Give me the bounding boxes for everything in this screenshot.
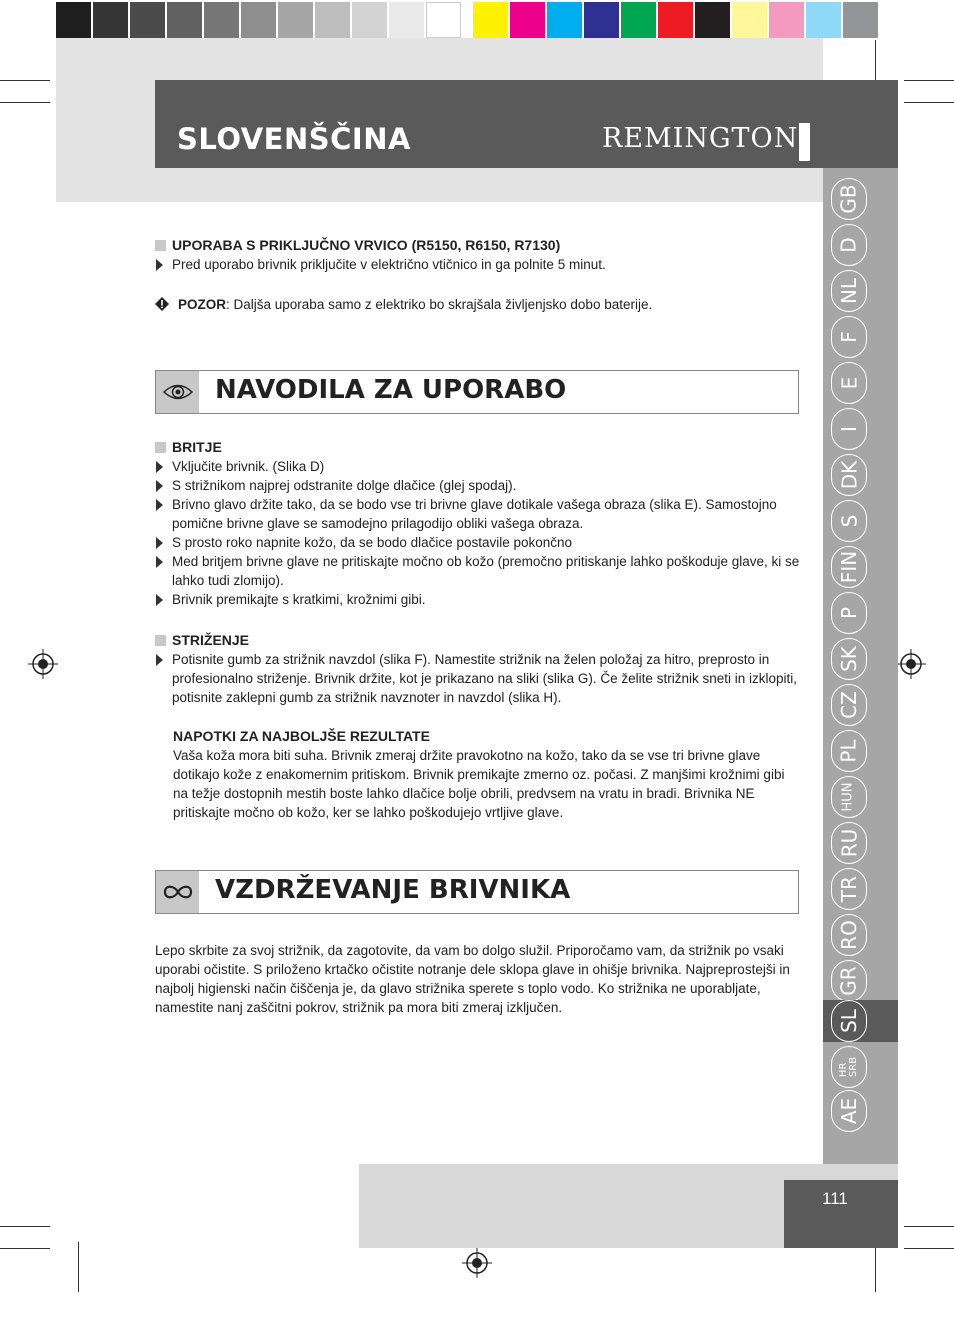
color-swatch <box>695 2 730 38</box>
crop-mark <box>875 1242 876 1292</box>
page-title: SLOVENŠČINA <box>177 122 411 156</box>
color-swatch <box>56 2 91 38</box>
section-title: VZDRŽEVANJE BRIVNIKA <box>215 875 571 905</box>
cord-heading: UPORABA S PRIKLJUČNO VRVICO (R5150, R6150, R7130) <box>155 236 815 255</box>
brand-bar <box>799 123 810 161</box>
color-swatch <box>510 2 545 38</box>
language-tab-ae[interactable]: AE <box>831 1090 867 1132</box>
list-item: Brivnik premikajte s kratkimi, krožnimi gibi. <box>155 590 815 609</box>
section-header-usage <box>155 370 799 414</box>
warning-icon <box>155 297 169 311</box>
language-tab-p[interactable]: P <box>831 592 867 634</box>
trimming-heading: STRIŽENJE <box>155 631 815 650</box>
language-tab-i[interactable]: I <box>831 408 867 450</box>
eye-icon <box>156 371 199 413</box>
language-tab-hun[interactable]: HUN <box>831 776 867 818</box>
list-item: Med britjem brivne glave ne pritiskajte močno ob kožo (premočno pritiskanje lahko poškoduje glave, ki se lahko tudi zlomijo). <box>155 552 815 590</box>
color-swatch <box>204 2 239 38</box>
tips-heading: NAPOTKI ZA NAJBOLJŠE REZULTATE <box>173 728 430 744</box>
brand-name: REMINGTON <box>602 123 799 154</box>
color-swatch <box>732 2 767 38</box>
registration-mark-icon <box>462 1248 492 1278</box>
crop-mark <box>0 1248 50 1249</box>
brand-logo <box>602 123 807 154</box>
language-tab-cz[interactable]: CZ <box>831 684 867 726</box>
language-tab-fin[interactable]: FIN <box>831 546 867 588</box>
shaving-list <box>155 457 815 609</box>
language-tab-pl[interactable]: PL <box>831 730 867 772</box>
color-swatch <box>584 2 619 38</box>
list-item: Potisnite gumb za strižnik navzdol (slika F). Namestite strižnik na želen položaj za hitro, preprosto in profesionalno striženje. Brivnik držite, kot je prikazano na sliki (slika G). Če želite strižnik sneti in izklopiti, potisnite zaklepni gumb za strižnik navznoter in navzdol (slika H). <box>155 650 815 707</box>
crop-mark <box>0 80 50 81</box>
language-tab-ro[interactable]: RO <box>831 914 867 956</box>
language-tab-gb[interactable]: GB <box>831 178 867 220</box>
list-item: Brivno glavo držite tako, da se bodo vse tri brivne glave dotikale vašega obraza (slika E). Samostojno pomične brivne glave se samodejno prilagodijo obliki vašega obraza. <box>155 495 815 533</box>
color-swatch <box>241 2 276 38</box>
shaving-block <box>155 438 815 609</box>
language-tab-ru[interactable]: RU <box>831 822 867 864</box>
tips-block <box>173 727 803 822</box>
page-number: 111 <box>822 1189 848 1208</box>
crop-mark <box>904 102 954 103</box>
color-swatch <box>93 2 128 38</box>
cord-usage-block <box>155 236 815 314</box>
crop-mark <box>0 102 50 103</box>
language-tab-sl[interactable]: SL <box>823 1000 898 1042</box>
language-tab-dk[interactable]: DK <box>831 454 867 496</box>
color-swatch <box>463 2 473 38</box>
maintenance-block <box>155 941 795 1017</box>
language-tab-sk[interactable]: SK <box>831 638 867 680</box>
color-swatch <box>547 2 582 38</box>
list-item: S prosto roko napnite kožo, da se bodo dlačice postavile pokončno <box>155 533 815 552</box>
language-tab-hr-srb[interactable]: HR SRB <box>831 1046 867 1088</box>
list-item: Pred uporabo brivnik priključite v električno vtičnico in ga polnite 5 minut. <box>155 255 815 274</box>
section-title: NAVODILA ZA UPORABO <box>215 375 567 405</box>
registration-mark-icon <box>28 649 58 679</box>
color-swatch <box>352 2 387 38</box>
color-swatch <box>278 2 313 38</box>
warning-label: POZOR <box>178 297 227 312</box>
crop-mark <box>904 1248 954 1249</box>
color-swatch <box>843 2 878 38</box>
list-item: Vključite brivnik. (Slika D) <box>155 457 815 476</box>
language-tab-nl[interactable]: NL <box>831 270 867 312</box>
color-swatch <box>389 2 424 38</box>
color-calibration-bar <box>56 2 880 38</box>
color-swatch <box>769 2 804 38</box>
warning-text: : Daljša uporaba samo z elektriko bo skrajšala življenjsko dobo baterije. <box>226 297 653 312</box>
list-item: S strižnikom najprej odstranite dolge dlačice (glej spodaj). <box>155 476 815 495</box>
shaving-heading: BRITJE <box>155 438 815 457</box>
language-tab-gr[interactable]: GR <box>831 960 867 1002</box>
section-header-maintenance <box>155 870 799 914</box>
color-swatch <box>806 2 841 38</box>
crop-mark <box>78 1242 79 1292</box>
language-tab-f[interactable]: F <box>831 316 867 358</box>
crop-mark <box>0 1226 50 1227</box>
warning <box>155 295 815 314</box>
maintenance-text: Lepo skrbite za svoj strižnik, da zagotovite, da vam bo dolgo služil. Priporočamo vam, da strižnik po vsaki uporabi očistite. S priloženo krtačko očistite notranje dele sklopa glave in ohišje brivnika. Najpreprostejši in najbolj higienski način čiščenja je, da glavo strižnika sperete s toplo vodo. Ko strižnika ne uporabljate, namestite nanj zaščitni pokrov, strižnik pa mora biti zmeraj izključen. <box>155 943 790 1015</box>
language-tab-tr[interactable]: TR <box>831 868 867 910</box>
registration-mark-icon <box>896 649 926 679</box>
language-tab-d[interactable]: D <box>831 224 867 266</box>
tips-text: Vaša koža mora biti suha. Brivnik zmeraj držite pravokotno na kožo, tako da se vse tri brivne glave dotikajo kože z enakomernim pritiskom. Brivnik premikajte zmerno oz. počasi. Z manjšimi krožnimi gibi na težje dostopnih mestih boste lahko dlačice bolje obrili, predvsem na vratu in bradi. Brivnika NE pritiskajte močno ob kožo, ker se lahko poškodujejo vrtljive glave. <box>173 748 785 820</box>
infinity-icon <box>156 871 199 913</box>
color-swatch <box>167 2 202 38</box>
crop-mark <box>904 80 954 81</box>
color-swatch <box>315 2 350 38</box>
color-swatch <box>621 2 656 38</box>
language-tab-s[interactable]: S <box>831 500 867 542</box>
color-swatch <box>426 2 461 38</box>
trimming-block <box>155 631 815 707</box>
color-swatch <box>658 2 693 38</box>
language-tabs <box>823 168 898 1164</box>
color-swatch <box>473 2 508 38</box>
crop-mark <box>904 1226 954 1227</box>
color-swatch <box>130 2 165 38</box>
language-tab-e[interactable]: E <box>831 362 867 404</box>
